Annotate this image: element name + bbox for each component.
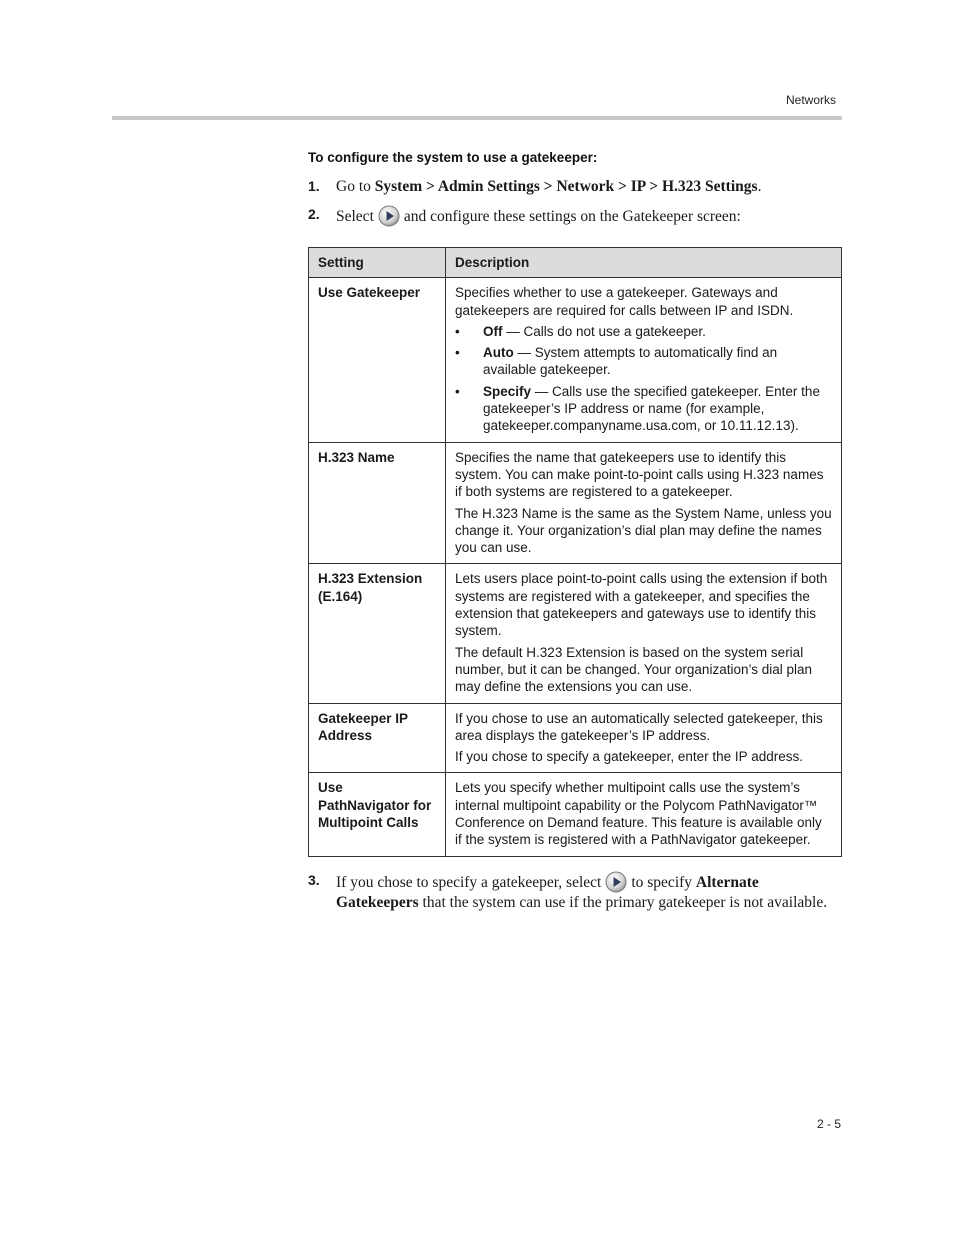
description-paragraph: Lets you specify whether multipoint calls use the system’s internal multipoint capability or the Polycom PathNavigator™ Conference on Demand feature. This feature is available only if the system is registered with a PathNavigator gatekeeper. — [455, 780, 822, 848]
description-paragraph: Lets users place point-to-point calls using the extension if both systems are registered with a gatekeeper, and specifies the extension that gatekeepers and gateways use to identify this system. — [455, 571, 828, 639]
description-paragraph: If you chose to use an automatically selected gatekeeper, this area displays the gatekeeper’s IP address. — [455, 710, 823, 743]
setting-name: Gatekeeper IP Address — [309, 703, 446, 773]
step-text-mid: to specify — [631, 874, 696, 891]
table-row — [309, 442, 842, 564]
step-text — [336, 871, 842, 912]
next-arrow-icon — [378, 205, 400, 227]
step-text-pre: Select — [336, 208, 374, 225]
step-2 — [308, 205, 842, 227]
setting-description — [446, 442, 842, 564]
setting-name: H.323 Extension (E.164) — [309, 564, 446, 703]
option-term: Specify — [483, 383, 532, 399]
step-text-pre: Go to — [336, 178, 375, 195]
description-paragraph: Specifies the name that gatekeepers use to identify this system. You can make point-to-point calls using H.323 names if both systems are registered to a gatekeeper. — [455, 449, 824, 500]
setting-description — [446, 773, 842, 856]
procedure-heading: To configure the system to use a gatekeeper: — [308, 150, 598, 165]
description-paragraph: If you chose to specify a gatekeeper, enter the IP address. — [455, 749, 803, 765]
setting-description — [446, 703, 842, 773]
description-paragraph: The default H.323 Extension is based on the system serial number, but it can be changed. Your organization’s dial plan may define the extensions you can use. — [455, 644, 813, 695]
running-header: Networks — [785, 93, 836, 107]
option-text: — Calls use the specified gatekeeper. Enter the gatekeeper’s IP address or name (for example, gatekeeper.companyname.usa.com, or 10.11.12.13). — [483, 383, 820, 434]
gatekeeper-settings-table — [308, 247, 842, 857]
option-text: — Calls do not use a gatekeeper. — [502, 323, 706, 339]
step-number: 3. — [308, 872, 320, 888]
step-number: 2. — [308, 206, 320, 222]
table-row — [309, 773, 842, 856]
page-number: 2 - 5 — [816, 1117, 841, 1131]
setting-name: Use PathNavigator for Multipoint Calls — [309, 773, 446, 856]
option-list — [455, 323, 832, 435]
menu-path: System > Admin Settings > Network > IP > H.323 Settings — [374, 178, 758, 195]
setting-description — [446, 564, 842, 703]
option-term: Auto — [483, 345, 514, 361]
alternate-gatekeepers-term: Alternate Gatekeepers — [336, 874, 759, 911]
setting-name: Use Gatekeeper — [309, 278, 446, 442]
step-text — [336, 177, 842, 196]
step-text-pre: If you chose to specify a gatekeeper, select — [336, 874, 602, 891]
step-number: 1. — [308, 178, 320, 194]
description-paragraph: Specifies whether to use a gatekeeper. Gateways and gatekeepers are required for calls between IP and ISDN. — [455, 285, 794, 318]
header-rule — [112, 116, 842, 120]
next-arrow-icon — [605, 871, 627, 893]
option-term: Off — [483, 323, 503, 339]
column-header-description: Description — [446, 248, 842, 278]
step-1 — [308, 177, 842, 196]
table-row — [309, 564, 842, 703]
description-paragraph: The H.323 Name is the same as the System Name, unless you change it. Your organization’s dial plan may define the names you can use. — [455, 505, 832, 556]
setting-description — [446, 278, 842, 442]
option-text: — System attempts to automatically find an available gatekeeper. — [483, 345, 778, 378]
column-header-setting: Setting — [309, 248, 446, 278]
table-row — [309, 278, 842, 442]
option-item — [455, 323, 832, 340]
step-text-post: that the system can use if the primary gatekeeper is not available. — [418, 894, 828, 911]
step-text — [336, 205, 842, 227]
step-3 — [308, 871, 842, 912]
step-text-post: . — [757, 178, 762, 195]
table-row — [309, 703, 842, 773]
step-text-post: and configure these settings on the Gatekeeper screen: — [403, 208, 741, 225]
setting-name: H.323 Name — [309, 442, 446, 564]
table-header-row — [309, 248, 842, 278]
option-item — [455, 344, 832, 379]
option-item — [455, 383, 832, 435]
